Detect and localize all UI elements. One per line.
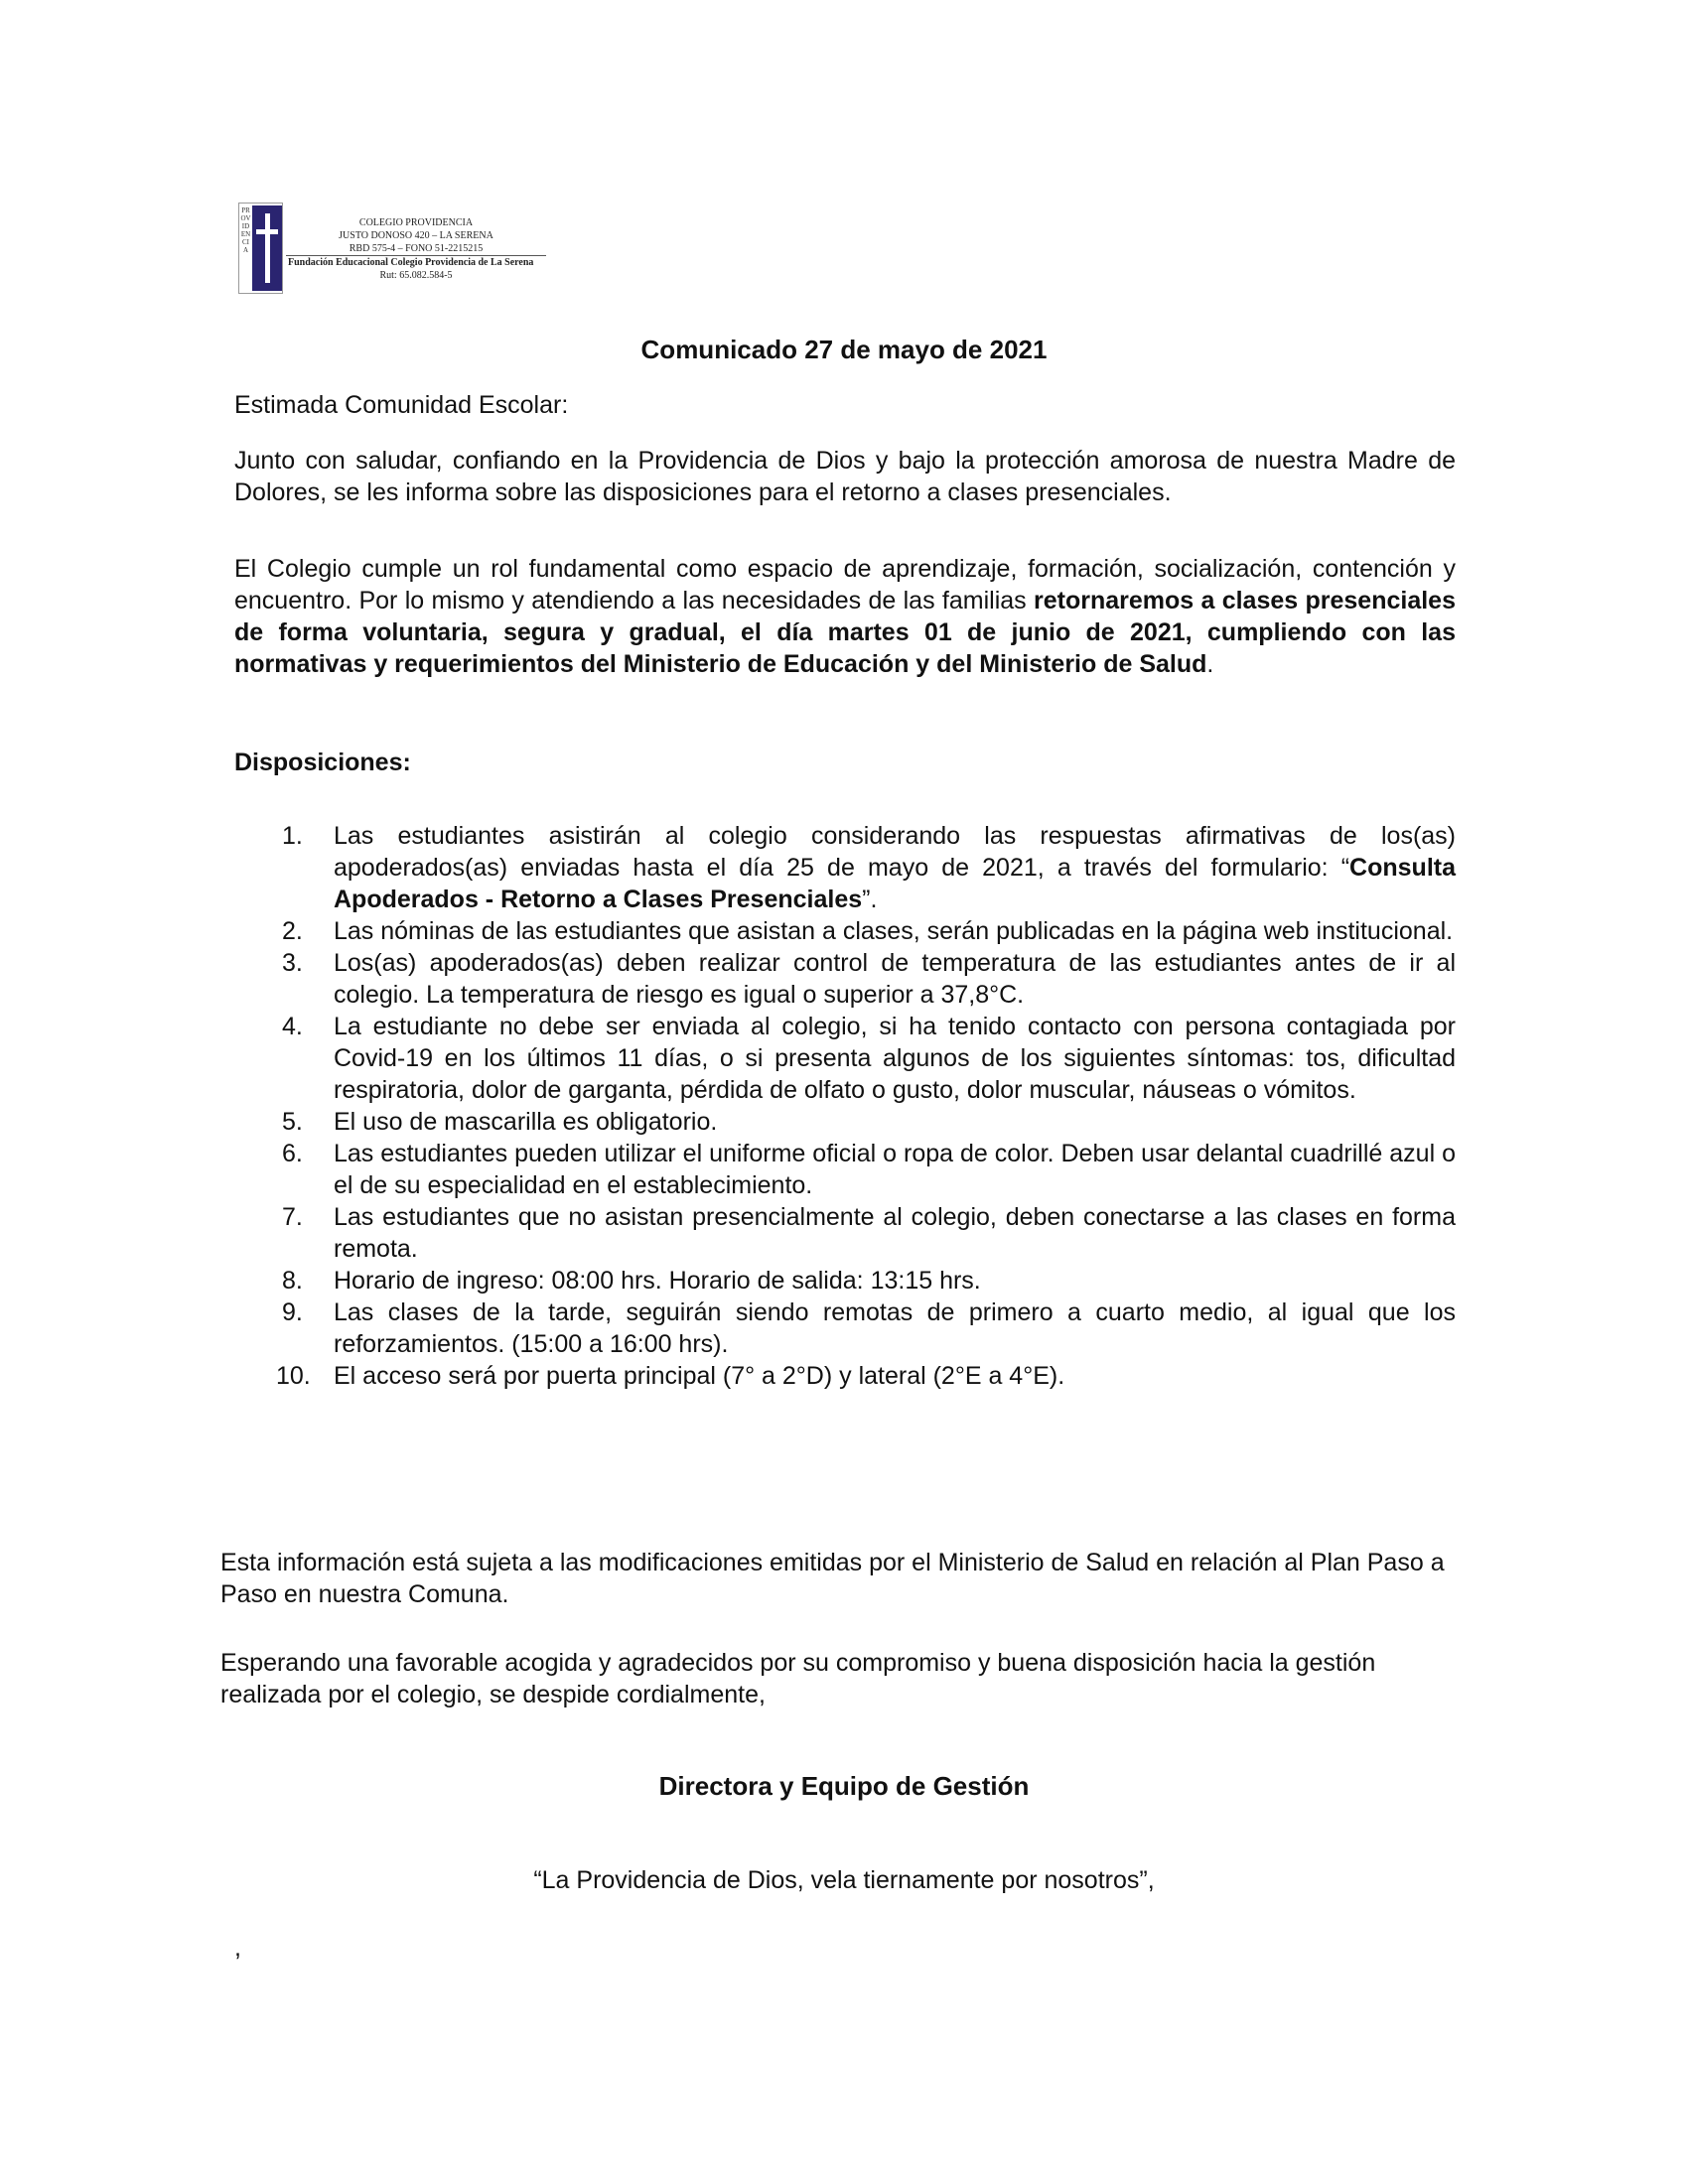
- list-item: [234, 1201, 1456, 1265]
- list-item-text: Las estudiantes asistirán al colegio considerando las respuestas afirmativas de los(as) apoderados(as) enviadas hasta el día 25 de mayo de 2021, a través del formulario: “: [334, 822, 1456, 882]
- letterhead: [238, 199, 546, 298]
- letterhead-school-name: COLEGIO PROVIDENCIA: [358, 217, 474, 228]
- list-item: [234, 915, 1456, 947]
- list-item-number: 5.: [282, 1108, 303, 1136]
- list-item: [234, 947, 1456, 1011]
- list-item-text: Las nóminas de las estudiantes que asistan a clases, serán publicadas en la página web institucional.: [334, 917, 1454, 945]
- return-paragraph-bold: retornaremos a clases presenciales de forma voluntaria, segura y gradual, el día martes 01 de junio de 2021, cumpliendo con las normativas y requerimientos del Ministerio de Educación y del Ministerio de Salud: [234, 587, 1456, 678]
- list-item: [234, 1265, 1456, 1297]
- list-item: [234, 1297, 1456, 1360]
- list-item-end: ”.: [862, 886, 878, 913]
- letterhead-rut: Rut: 65.082.584-5: [379, 270, 453, 281]
- list-item: [234, 820, 1456, 915]
- intro-paragraph: Junto con saludar, confiando en la Providencia de Dios y bajo la protección amorosa de nuestra Madre de Dolores, se les informa sobre las disposiciones para el retorno a clases presenciales.: [234, 447, 1456, 506]
- list-item-number: 4.: [282, 1013, 303, 1040]
- letterhead-address: JUSTO DONOSO 420 – LA SERENA: [339, 230, 493, 241]
- list-item-number: 9.: [282, 1298, 303, 1326]
- list-item-number: 3.: [282, 949, 303, 977]
- closing-paragraph-farewell: Esperando una favorable acogida y agradecidos por su compromiso y buena disposición hacia la gestión realizada por el colegio, se despide cordialmente,: [220, 1649, 1376, 1708]
- list-item-text: El acceso será por puerta principal (7° a 2°D) y lateral (2°E a 4°E).: [334, 1362, 1065, 1390]
- motto: “La Providencia de Dios, vela tiernamente por nosotros”,: [533, 1866, 1155, 1894]
- letterhead-text: [286, 216, 546, 282]
- list-item-number: 2.: [282, 917, 303, 945]
- list-item: [234, 1011, 1456, 1106]
- signoff: Directora y Equipo de Gestión: [658, 1771, 1030, 1801]
- crest-vertical-text: PROVIDENCIA: [240, 206, 251, 254]
- list-item-number: 7.: [282, 1203, 303, 1231]
- dispositions-list: [234, 820, 1456, 1392]
- list-item: [234, 1360, 1456, 1392]
- list-item-number: 6.: [282, 1140, 303, 1167]
- list-item-text: Las estudiantes que no asistan presencialmente al colegio, deben conectarse a las clases en forma remota.: [334, 1203, 1456, 1263]
- document-title: Comunicado 27 de mayo de 2021: [640, 335, 1048, 364]
- form-name: Consulta Apoderados - Retorno a Clases Presenciales: [334, 854, 1456, 913]
- letterhead-foundation: Fundación Educacional Colegio Providencia de La Serena: [288, 257, 534, 268]
- list-item-text: Los(as) apoderados(as) deben realizar control de temperatura de las estudiantes antes de ir al colegio. La temperatura de riesgo es igual o superior a 37,8°C.: [334, 949, 1456, 1009]
- list-item-text: Las estudiantes pueden utilizar el uniforme oficial o ropa de color. Deben usar delantal cuadrillé azul o el de su especialidad en el establecimiento.: [334, 1140, 1456, 1199]
- list-item-number: 1.: [282, 822, 303, 850]
- list-item-text: Horario de ingreso: 08:00 hrs. Horario de salida: 13:15 hrs.: [334, 1267, 981, 1295]
- return-paragraph-text: El Colegio cumple un rol fundamental como espacio de aprendizaje, formación, socialización, contención y encuentro. Por lo mismo y atendiendo a las necesidades de las familias: [234, 555, 1456, 614]
- stray-mark: ,: [234, 1934, 241, 1962]
- list-item: [234, 1138, 1456, 1201]
- list-item: [234, 1106, 1456, 1138]
- list-item-text: La estudiante no debe ser enviada al colegio, si ha tenido contacto con persona contagiada por Covid-19 en los últimos 11 días, o si presenta algunos de los siguientes síntomas: tos, dificultad respiratoria, dolor de garganta, pérdida de olfato o gusto, dolor muscular, náuseas o vómitos.: [334, 1013, 1456, 1104]
- school-crest-logo: [238, 203, 283, 294]
- greeting: Estimada Comunidad Escolar:: [234, 391, 569, 419]
- dispositions-heading: Disposiciones:: [234, 749, 411, 776]
- list-item-text: El uso de mascarilla es obligatorio.: [334, 1108, 718, 1136]
- return-paragraph: [234, 553, 1456, 680]
- list-item-number: 10.: [276, 1362, 311, 1390]
- list-item-number: 8.: [282, 1267, 303, 1295]
- cross-icon-bar: [256, 229, 278, 234]
- closing-paragraph-info: Esta información está sujeta a las modificaciones emitidas por el Ministerio de Salud en relación al Plan Paso a Paso en nuestra Comuna.: [220, 1549, 1445, 1608]
- return-paragraph-end: .: [1206, 650, 1214, 678]
- list-item-text: Las clases de la tarde, seguirán siendo remotas de primero a cuarto medio, al igual que los reforzamientos. (15:00 a 16:00 hrs).: [334, 1298, 1456, 1358]
- letterhead-rbd-phone: RBD 575-4 – FONO 51-2215215: [286, 242, 546, 256]
- cross-icon: [265, 213, 270, 283]
